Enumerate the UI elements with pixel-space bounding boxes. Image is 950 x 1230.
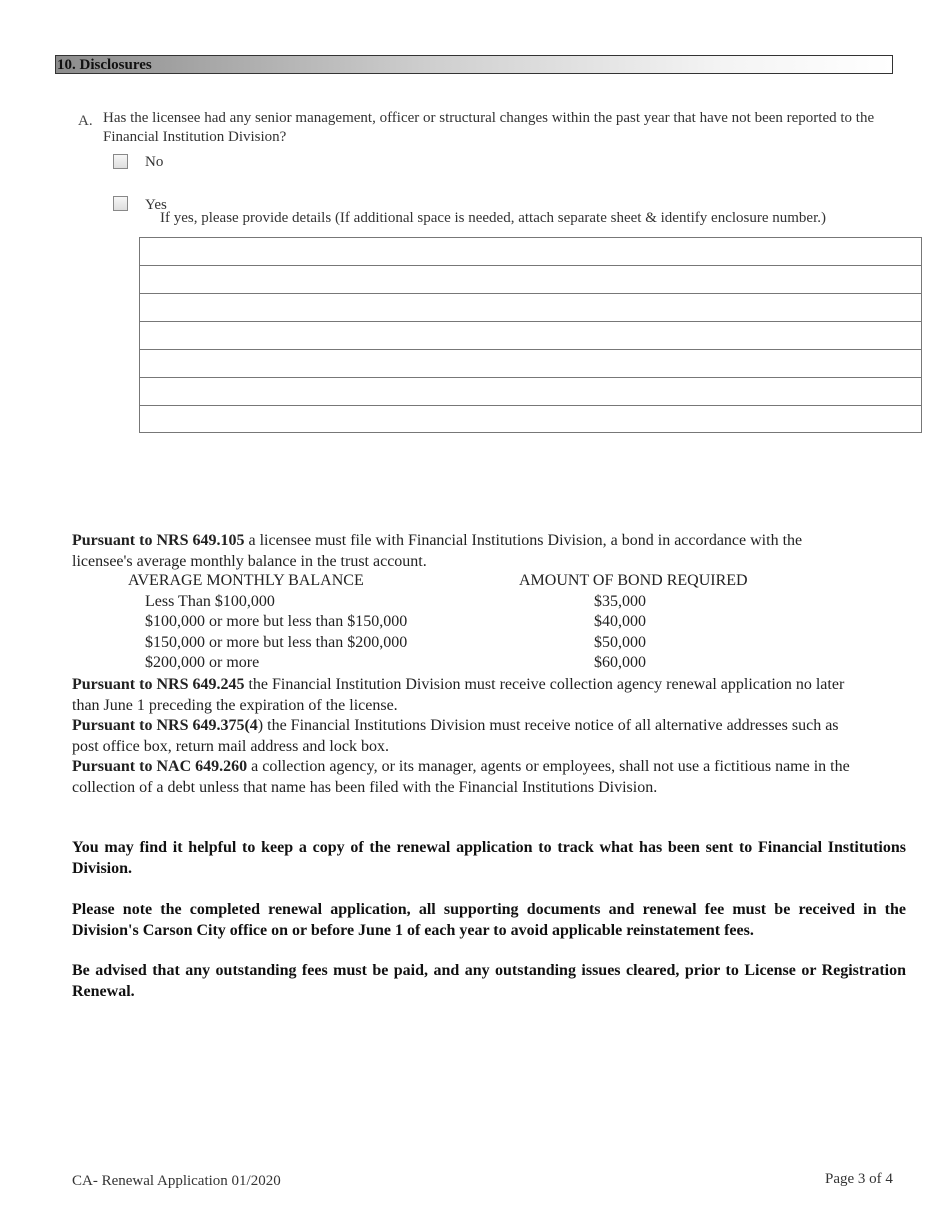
question-letter: A.: [78, 113, 93, 129]
bond-row-balance: $200,000 or more: [145, 654, 260, 671]
notice-deadline: Please note the completed renewal application, all supporting documents and renewal fee must be received in the Division's Carson City office on or before June 1 of each year to avoid applicable reinstatement fees.: [72, 901, 906, 939]
section-header: 10. Disclosures: [55, 55, 893, 74]
statute-ref: Pursuant to NRS 649.245: [72, 676, 245, 693]
bond-statute: Pursuant to NRS 649.105: [72, 532, 245, 549]
statute-ref: Pursuant to NRS 649.375(4: [72, 717, 258, 734]
statute-paragraph: [72, 675, 912, 798]
no-label: No: [145, 154, 164, 170]
bond-intro: [72, 531, 912, 572]
notice-outstanding-fees: Be advised that any outstanding fees must be paid, and any outstanding issues cleared, prior to License or Registration Renewal.: [72, 962, 906, 1000]
bond-intro-line1: a licensee must file with Financial Institutions Division, a bond in accordance with the: [244, 532, 803, 549]
footer-page-number: Page 3 of 4: [825, 1171, 893, 1187]
footer-form-id: CA- Renewal Application 01/2020: [72, 1173, 281, 1189]
details-prompt: If yes, please provide details (If additional space is needed, attach separate sheet & identify enclosure number.): [160, 210, 826, 226]
details-line-7[interactable]: [140, 406, 921, 434]
question-text: Has the licensee had any senior management, officer or structural changes within the past year that have not been reported to the Financial Institution Division?: [103, 110, 875, 145]
bond-row-amount: $40,000: [594, 613, 646, 630]
statute-line1: the Financial Institution Division must receive collection agency renewal application no later: [244, 676, 845, 693]
details-line-3[interactable]: [140, 294, 921, 322]
no-checkbox[interactable]: [113, 154, 128, 169]
statute-line2: than June 1 preceding the expiration of the license.: [72, 696, 398, 714]
bond-row-amount: $35,000: [594, 593, 646, 610]
bond-intro-line2: licensee's average monthly balance in the trust account.: [72, 552, 427, 570]
statute-line2: collection of a debt unless that name has been filed with the Financial Institutions Division.: [72, 778, 658, 796]
yes-checkbox[interactable]: [113, 196, 128, 211]
details-line-6[interactable]: [140, 378, 921, 406]
details-line-2[interactable]: [140, 266, 921, 294]
bond-row-amount: $60,000: [594, 654, 646, 671]
statute-ref: Pursuant to NAC 649.260: [72, 758, 248, 775]
statute-line1: ) the Financial Institutions Division must receive notice of all alternative addresses such as: [257, 717, 839, 734]
bond-col-balance: AVERAGE MONTHLY BALANCE: [128, 572, 364, 589]
details-line-1[interactable]: [140, 238, 921, 266]
notice-keep-copy: You may find it helpful to keep a copy of the renewal application to track what has been sent to Financial Institutions Division.: [72, 839, 906, 877]
yes-label: Yes: [145, 197, 167, 213]
details-line-5[interactable]: [140, 350, 921, 378]
bond-col-amount: AMOUNT OF BOND REQUIRED: [519, 572, 748, 589]
bond-row-balance: $150,000 or more but less than $200,000: [145, 634, 408, 651]
details-line-4[interactable]: [140, 322, 921, 350]
statute-line2: post office box, return mail address and lock box.: [72, 737, 389, 755]
bond-row-amount: $50,000: [594, 634, 646, 651]
bond-row-balance: $100,000 or more but less than $150,000: [145, 613, 408, 630]
bond-row-balance: Less Than $100,000: [145, 593, 275, 610]
statute-line1: a collection agency, or its manager, agents or employees, shall not use a fictitious name in the: [247, 758, 850, 775]
details-box[interactable]: [139, 237, 922, 433]
